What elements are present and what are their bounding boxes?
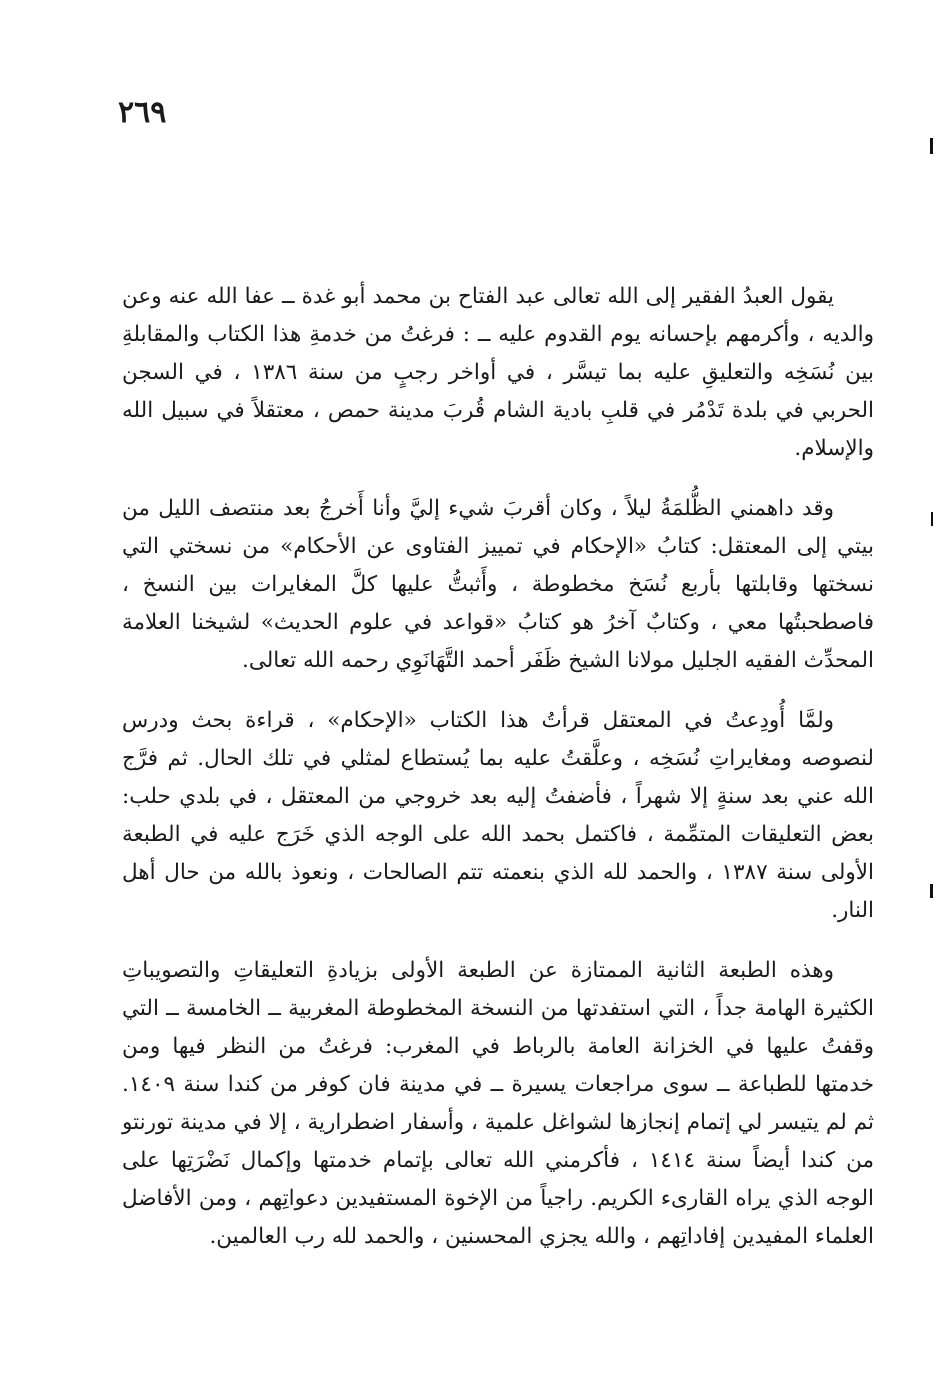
scan-edge-mark-top [930, 138, 933, 154]
paragraph-3: ولمَّا أُودِعتُ في المعتقل قرأتُ هذا الكتاب «الإحكام» ، قراءة بحث ودرس لنصوصه ومغايراتِ نُسَخِه ، وعلَّقتُ عليه بما يُستطاع لمثلي في تلك الحال. ثم فرَّج الله عني بعد سنةٍ إلا شهراً ، فأضفتُ إليه بعد خروجي من المعتقل ، في بلدي حلب: بعض التعليقات المتمِّمة ، فاكتمل بحمد الله على الوجه الذي خَرَج عليه في الطبعة الأولى سنة ١٣٨٧ ، والحمد لله الذي بنعمته تتم الصالحات ، ونعوذ بالله من حال أهل النار. [122, 708, 874, 923]
body-text [122, 278, 874, 1278]
paragraph-2: وقد داهمني الظُّلمَةُ ليلاً ، وكان أقربَ شيء إليَّ وأنا أَخرجُ بعد منتصف الليل من بيتي إلى المعتقل: كتابُ «الإحكام في تمييز الفتاوى عن الأحكام» من نسختي التي نسختها وقابلتها بأربع نُسَخ مخطوطة ، وأَثبتُّ عليها كلَّ المغايرات بين النسخ ، فاصطحبتُها معي ، وكتابٌ آخرُ هو كتابُ «قواعد في علوم الحديث» لشيخنا العلامة المحدِّث الفقيه الجليل مولانا الشيخ ظَفَر أحمد التَّهَانَوِي رحمه الله تعالى. [122, 496, 874, 673]
page-number: ٢٦٩ [118, 95, 167, 130]
paragraph-4: وهذه الطبعة الثانية الممتازة عن الطبعة الأولى بزيادةِ التعليقاتِ والتصويباتِ الكثيرة الهامة جداً ، التي استفدتها من النسخة المخطوطة المغربية ــ الخامسة ــ التي وقفتُ عليها في الخزانة العامة بالرباط في المغرب: فرغتُ من النظر فيها ومن خدمتها للطباعة ــ سوى مراجعات يسيرة ــ في مدينة فان كوفر من كندا سنة ١٤٠٩. ثم لم يتيسر لي إتمام إنجازها لشواغل علمية ، وأسفار اضطرارية ، إلا في مدينة تورنتو من كندا أيضاً سنة ١٤١٤ ، فأكرمني الله تعالى بإتمام خدمتها وإكمال نَضْرَتِها على الوجه الذي يراه القارىء الكريم. راجياً من الإخوة المستفيدين دعواتِهم ، ومن الأفاضل العلماء المفيدين إفاداتِهم ، والله يجزي المحسنين ، والحمد لله رب العالمين. [122, 958, 874, 1249]
scan-edge-mark-middle [931, 512, 933, 526]
scan-edge-mark-bottom [930, 884, 933, 898]
paragraph-1: يقول العبدُ الفقير إلى الله تعالى عبد الفتاح بن محمد أبو غدة ــ عفا الله عنه وعن والديه ، وأكرمهم بإحسانه يوم القدوم عليه ــ : فرغتُ من خدمةِ هذا الكتاب والمقابلةِ بين نُسَخِه والتعليقِ عليه بما تيسَّر ، في أواخر رجبٍ من سنة ١٣٨٦ ، في السجن الحربي في بلدة تَدْمُر في قلبِ بادية الشام قُربَ مدينة حمص ، معتقلاً في سبيل الله والإسلام. [122, 284, 874, 461]
